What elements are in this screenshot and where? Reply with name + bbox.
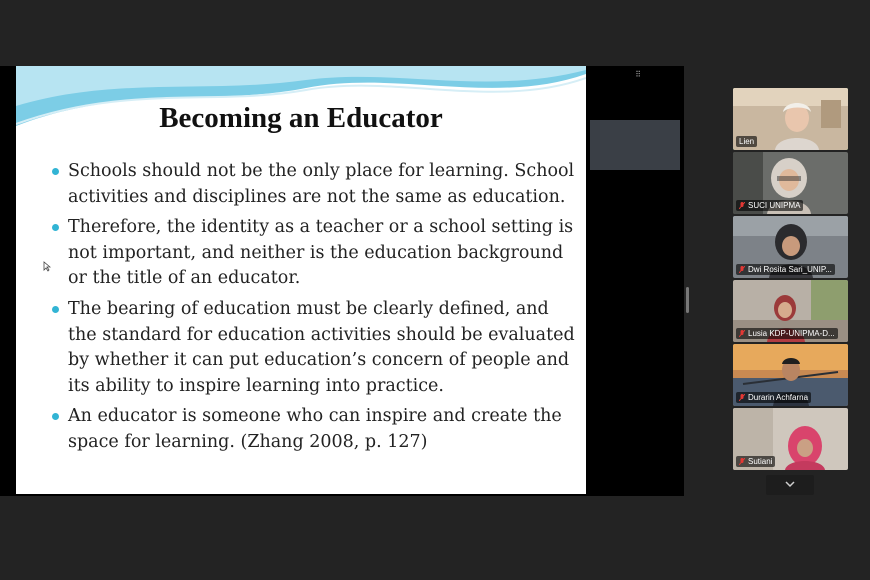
- gallery-scroll-down-button[interactable]: [766, 475, 814, 495]
- participant-tile[interactable]: [733, 88, 848, 150]
- participant-name: Sutiani: [736, 456, 775, 467]
- bullet-dot: [52, 413, 59, 420]
- participant-name: Dwi Rosita Sari_UNIP...: [736, 264, 835, 275]
- participant-tile[interactable]: [733, 216, 848, 278]
- participant-name: SUCI UNIPMA: [736, 200, 803, 211]
- share-menu-icon[interactable]: ⠿: [635, 70, 641, 79]
- slide-bullet: Therefore, the identity as a teacher or a school setting is not important, and neither is the education background or the title of an educator.: [50, 215, 576, 292]
- slide-bullet: Schools should not be the only place for learning. School activities and disciplines are not the same as education.: [50, 159, 576, 210]
- slide-title: Becoming an Educator: [159, 102, 443, 134]
- participant-tile[interactable]: [733, 408, 848, 470]
- mic-muted-icon: [739, 266, 745, 273]
- participant-tile[interactable]: [733, 280, 848, 342]
- slide-bullet: The bearing of education must be clearly defined, and the standard for education activities should be evaluated by whether it can put education’s concern of people and its ability to inspire learning into practice.: [50, 297, 576, 399]
- panel-resize-handle[interactable]: [686, 287, 689, 313]
- mic-muted-icon: [739, 330, 745, 337]
- slide-bullet: An educator is someone who can inspire and create the space for learning. (Zhang 2008, p. 127): [50, 404, 576, 455]
- mic-muted-icon: [739, 394, 745, 401]
- participant-name: Lien: [736, 136, 757, 147]
- participant-tile[interactable]: [733, 152, 848, 214]
- participant-tile[interactable]: [733, 344, 848, 406]
- slide-bullet-list: [50, 159, 576, 461]
- presentation-slide: [16, 66, 586, 494]
- bullet-dot: [52, 168, 59, 175]
- bullet-dot: [52, 306, 59, 313]
- participant-gallery: [733, 88, 848, 472]
- bullet-dot: [52, 224, 59, 231]
- mic-muted-icon: [739, 202, 745, 209]
- mouse-cursor-icon: [43, 261, 51, 272]
- self-view-thumbnail[interactable]: [590, 120, 680, 170]
- participant-name: Durarin Achfarna: [736, 392, 811, 403]
- mic-muted-icon: [739, 458, 745, 465]
- participant-name: Lusia KDP-UNIPMA-D...: [736, 328, 838, 339]
- chevron-down-icon: [785, 481, 795, 488]
